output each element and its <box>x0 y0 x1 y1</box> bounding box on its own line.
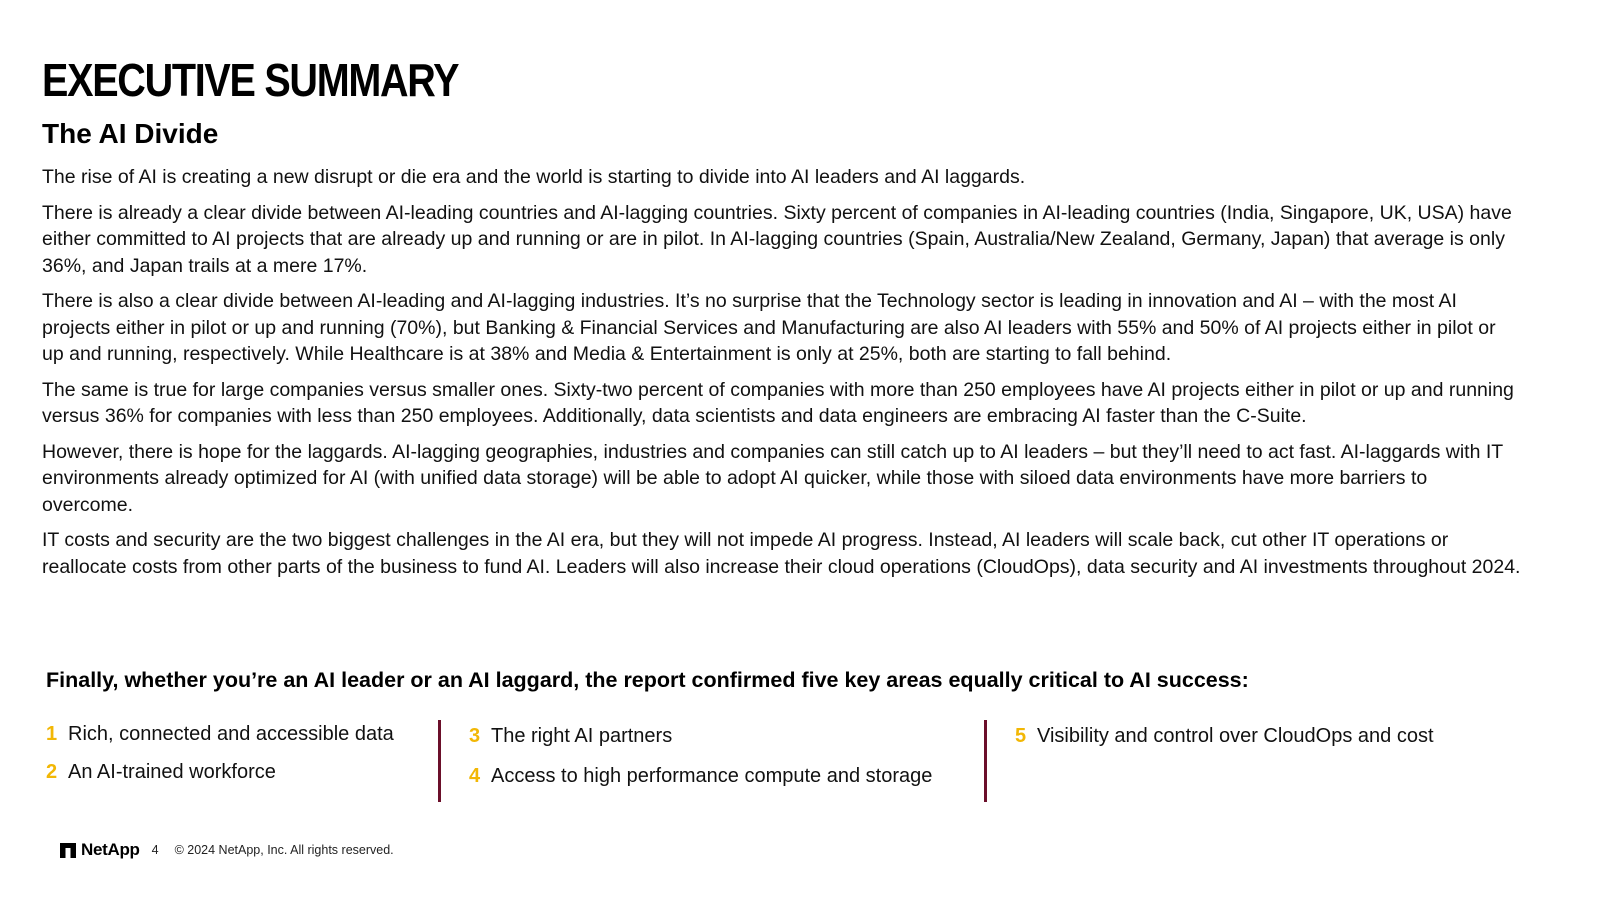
key-areas-callout: Finally, whether you’re an AI leader or an AI laggard, the report confirmed five key areas equally critical to AI success: <box>46 668 1249 692</box>
key-area-item <box>1015 722 1547 750</box>
netapp-logo-icon <box>60 843 76 858</box>
key-area-item <box>46 758 438 786</box>
page-footer <box>60 838 394 862</box>
key-areas-column-1 <box>42 720 438 802</box>
summary-paragraph: The rise of AI is creating a new disrupt or die era and the world is starting to divide into AI leaders and AI laggards. <box>42 166 1026 188</box>
key-area-label: The right AI partners <box>491 725 673 747</box>
copyright-text: © 2024 NetApp, Inc. All rights reserved. <box>174 843 394 857</box>
summary-paragraph: IT costs and security are the two biggest challenges in the AI era, but they will not impede AI progress. Instead, AI leaders will scale back, cut other IT operations or reallocate costs from other parts of the business to fund AI. Leaders will also increase their cloud operations (CloudOps), data security and AI investments throughout 2024. <box>42 529 1521 578</box>
key-areas-column-3 <box>984 720 1547 802</box>
key-area-number: 2 <box>46 761 58 783</box>
key-area-label: Rich, connected and accessible data <box>68 723 394 745</box>
netapp-logo <box>60 840 140 860</box>
key-area-number: 5 <box>1015 725 1027 747</box>
key-area-number: 4 <box>469 765 481 787</box>
key-area-item <box>46 720 438 748</box>
summary-paragraph: There is also a clear divide between AI-leading and AI-lagging industries. It’s no surprise that the Technology sector is leading in innovation and AI – with the most AI projects either in pilot or up and running (70%), but Banking & Financial Services and Manufacturing are also AI leaders with 55% and 50% of AI projects either in pilot or up and running, respectively. While Healthcare is at 38% and Media & Entertainment is only at 25%, both are starting to fall behind. <box>42 290 1496 365</box>
key-areas-list <box>42 720 1562 802</box>
key-area-label: Access to high performance compute and storage <box>491 765 933 787</box>
key-area-number: 3 <box>469 725 481 747</box>
section-subtitle: The AI Divide <box>42 118 219 149</box>
key-area-item <box>469 722 987 750</box>
page-number: 4 <box>151 843 159 857</box>
key-area-number: 1 <box>46 723 58 745</box>
summary-paragraph: However, there is hope for the laggards. AI-lagging geographies, industries and companies can still catch up to AI leaders – but they’ll need to act fast. AI-laggards with IT environments already optimized for AI (with unified data storage) will be able to adopt AI quicker, while those with siloed data environments have more barriers to overcome. <box>42 440 1503 516</box>
logo-text: NetApp <box>81 840 140 859</box>
key-areas-column-2 <box>438 720 987 802</box>
key-area-item <box>469 762 987 790</box>
summary-paragraph: The same is true for large companies versus smaller ones. Sixty-two percent of companies with more than 250 employees have AI projects either in pilot or up and running versus 36% for companies with less than 250 employees. Additionally, data scientists and data engineers are embracing AI faster than the C-Suite. <box>42 378 1514 427</box>
summary-paragraph: There is already a clear divide between AI-leading countries and AI-lagging countries. Sixty percent of companies in AI-leading countries (India, Singapore, UK, USA) have either committed to AI projects that are already up and running or are in pilot. In AI-lagging countries (Spain, Australia/New Zealand, Germany, Japan) that average is only 36%, and Japan trails at a mere 17%. <box>42 201 1512 277</box>
key-area-label: Visibility and control over CloudOps and cost <box>1037 725 1434 747</box>
page-title: EXECUTIVE SUMMARY <box>42 54 459 106</box>
key-area-label: An AI-trained workforce <box>68 761 276 783</box>
summary-body <box>42 164 1522 589</box>
